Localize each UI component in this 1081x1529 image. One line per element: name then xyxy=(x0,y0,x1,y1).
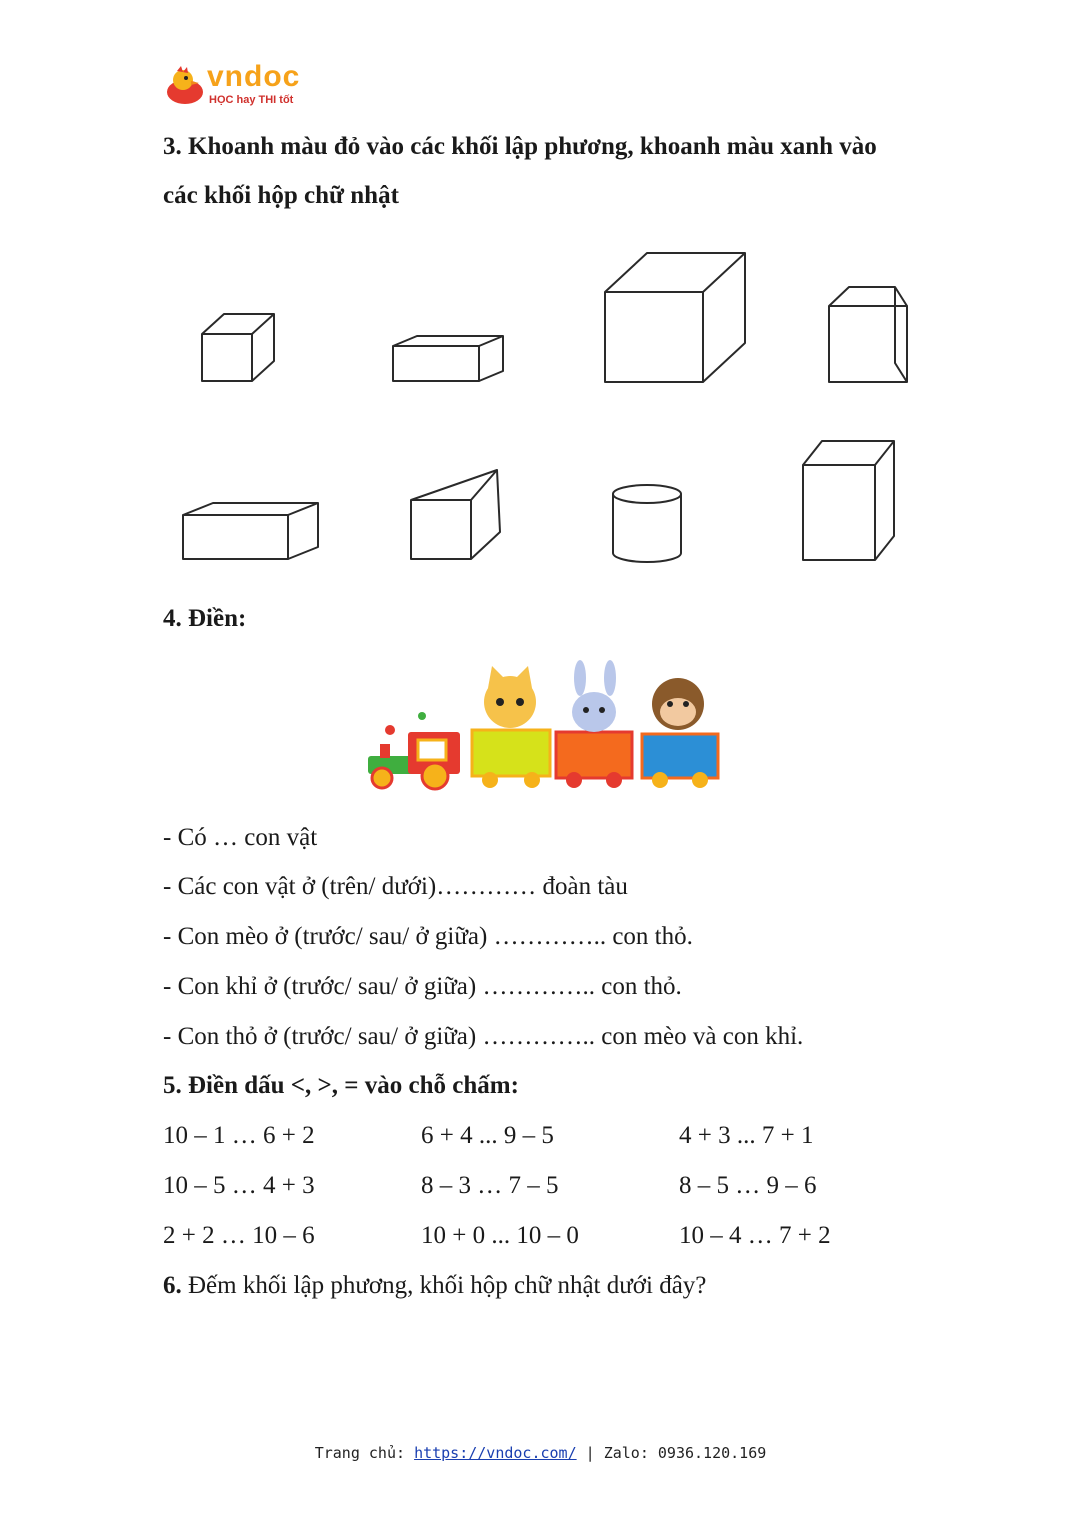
monkey-character xyxy=(652,678,704,730)
q4-line-5: - Con thỏ ở (trước/ sau/ ở giữa) ………….. con mèo và con khỉ. xyxy=(163,1023,804,1050)
footer-home-link[interactable]: https://vndoc.com/ xyxy=(414,1444,577,1462)
q5-expr-r1-c3: 4 + 3 ... 7 + 1 xyxy=(679,1122,814,1149)
q5-expr-r3-c3: 10 – 4 … 7 + 2 xyxy=(679,1222,831,1249)
q3-heading-line1: 3. Khoanh màu đỏ vào các khối lập phương, khoanh màu xanh vào xyxy=(163,133,877,160)
cat-character xyxy=(484,666,536,728)
shape-long-box[interactable] xyxy=(183,503,318,559)
footer-zalo: Zalo: 0936.120.169 xyxy=(603,1444,767,1462)
logo-brand: vndoc xyxy=(207,60,301,93)
orange-wagon xyxy=(556,732,632,788)
shape-tall-box[interactable] xyxy=(829,287,907,382)
q4-line-2: - Các con vật ở (trên/ dưới)………… đoàn tàu xyxy=(163,873,628,900)
q4-heading: 4. Điền: xyxy=(163,605,247,632)
q5-expr-r3-c2: 10 + 0 ... 10 – 0 xyxy=(421,1222,579,1249)
solid-shapes-figure xyxy=(0,0,1081,600)
shape-triangular-prism[interactable] xyxy=(411,470,500,559)
q4-line-1: - Có … con vật xyxy=(163,824,318,851)
shape-small-cube[interactable] xyxy=(202,314,274,381)
q5-expr-r3-c1: 2 + 2 … 10 – 6 xyxy=(163,1222,315,1249)
q5-expr-r1-c2: 6 + 4 ... 9 – 5 xyxy=(421,1122,554,1149)
shape-large-cube[interactable] xyxy=(605,253,745,382)
q6-text: Đếm khối lập phương, khối hộp chữ nhật dưới đây? xyxy=(181,1272,707,1299)
q4-line-4: - Con khỉ ở (trước/ sau/ ở giữa) ………….. con thỏ. xyxy=(163,973,682,1000)
animal-train-illustration xyxy=(360,660,730,792)
footer-separator: | xyxy=(576,1444,604,1462)
footer-prefix: Trang chủ: xyxy=(314,1444,415,1462)
q6-heading xyxy=(163,1271,706,1301)
q4-line-3: - Con mèo ở (trước/ sau/ ở giữa) ………….. con thỏ. xyxy=(163,923,693,950)
q5-heading: 5. Điền dấu <, >, = vào chỗ chấm: xyxy=(163,1072,519,1099)
shape-large-tall-box[interactable] xyxy=(803,441,894,560)
logo-tagline: HỌC hay THI tốt xyxy=(209,94,294,106)
yellow-wagon xyxy=(472,730,550,788)
q5-expr-r1-c1: 10 – 1 … 6 + 2 xyxy=(163,1122,315,1149)
q5-expr-r2-c1: 10 – 5 … 4 + 3 xyxy=(163,1172,315,1199)
shape-cylinder[interactable] xyxy=(613,485,681,562)
q3-heading-line2: các khối hộp chữ nhật xyxy=(163,182,399,209)
blue-wagon xyxy=(642,734,718,788)
shape-flat-box[interactable] xyxy=(393,336,503,381)
page-footer xyxy=(0,1444,1081,1462)
q5-expr-r2-c2: 8 – 3 … 7 – 5 xyxy=(421,1172,559,1199)
locomotive xyxy=(368,712,460,789)
q6-number: 6. xyxy=(163,1272,182,1299)
q5-expr-r2-c3: 8 – 5 … 9 – 6 xyxy=(679,1172,817,1199)
rabbit-character xyxy=(572,660,616,732)
